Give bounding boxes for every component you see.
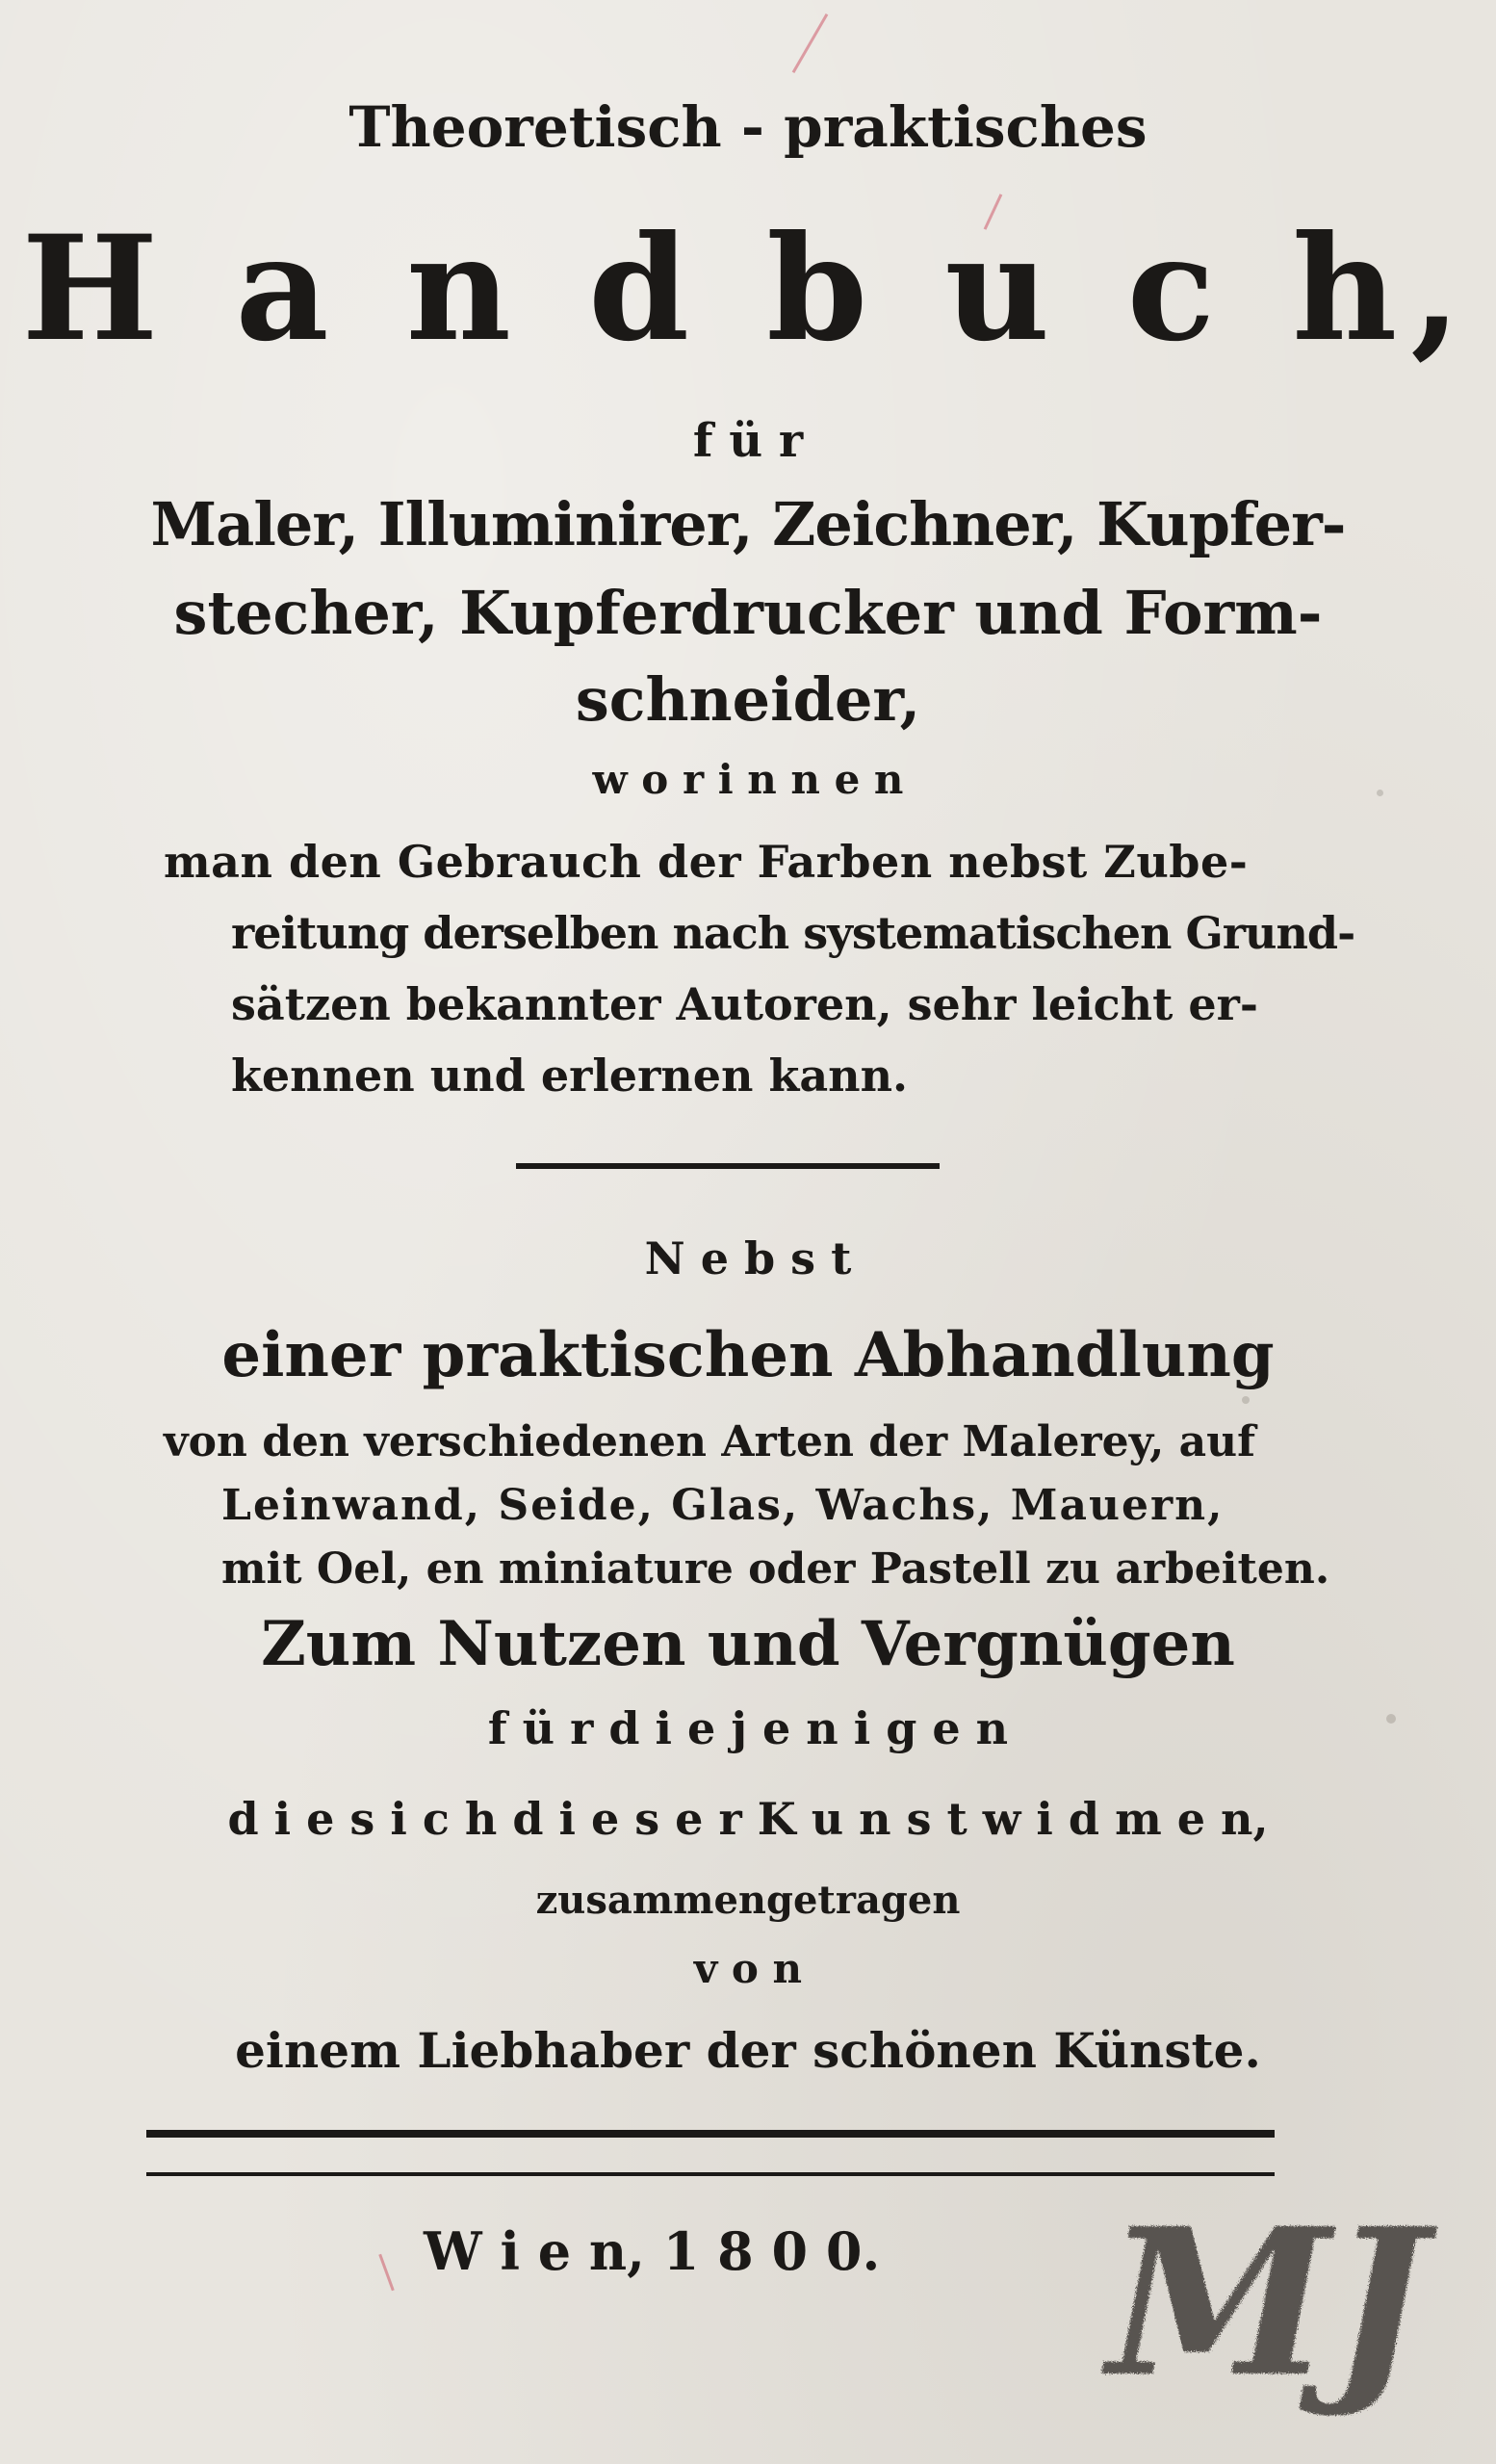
text-stecher-line: stecher, Kupferdrucker und Form- [173, 578, 1323, 648]
text-nebst: N e b s t [644, 1232, 852, 1284]
para1-line2: reitung derselben nach systematischen Grund- [231, 907, 1355, 959]
text-schneider-line: schneider, [575, 664, 921, 735]
text-zusammengetragen: zusammengetragen [535, 1878, 961, 1923]
para1-line4: kennen und erlernen kann. [231, 1050, 909, 1102]
short-divider-rule [516, 1163, 940, 1169]
heading-theoretisch: Theoretisch - praktisches [348, 94, 1148, 160]
ownership-stamp [1093, 2186, 1478, 2426]
text-nutzen: Zum Nutzen und Vergnügen [261, 1608, 1235, 1680]
stamp-monogram: MJ [1107, 2186, 1427, 2422]
red-mark [792, 13, 829, 73]
text-worinnen: w o r i n n e n [592, 756, 904, 803]
text-author: einem Liebhaber der schönen Künste. [235, 2022, 1261, 2079]
double-rule-top [146, 2130, 1275, 2138]
text-fuer: f ü r [692, 414, 804, 468]
text-maler-line: Maler, Illuminirer, Zeichner, Kupfer- [150, 489, 1346, 559]
para2-line3: mit Oel, en miniature oder Pastell zu arbeiten. [221, 1544, 1330, 1594]
para2-line1: von den verschiedenen Arten der Malerey, auf [164, 1417, 1256, 1466]
double-rule-bottom [146, 2172, 1275, 2176]
text-von: v o n [693, 1945, 803, 1992]
para1-line3: sätzen bekannter Autoren, sehr leicht er- [231, 978, 1258, 1030]
para2-line2: Leinwand, Seide, Glas, Wachs, Mauern, [221, 1481, 1225, 1530]
red-mark [378, 2254, 394, 2292]
imprint-place-date: W i e n, 1 8 0 0. [424, 2220, 881, 2282]
paper-spot [1242, 1396, 1250, 1404]
heading-handbuch: H a n d b u c h, [21, 204, 1475, 374]
para1-line1: man den Gebrauch der Farben nebst Zube- [164, 836, 1249, 888]
subtitle-abhandlung: einer praktischen Abhandlung [221, 1319, 1275, 1391]
text-die-sich: d i e s i c h d i e s e r K u n s t w i d m e n, [227, 1793, 1269, 1845]
text-fuer-diejenigen: f ü r d i e j e n i g e n [487, 1702, 1009, 1754]
